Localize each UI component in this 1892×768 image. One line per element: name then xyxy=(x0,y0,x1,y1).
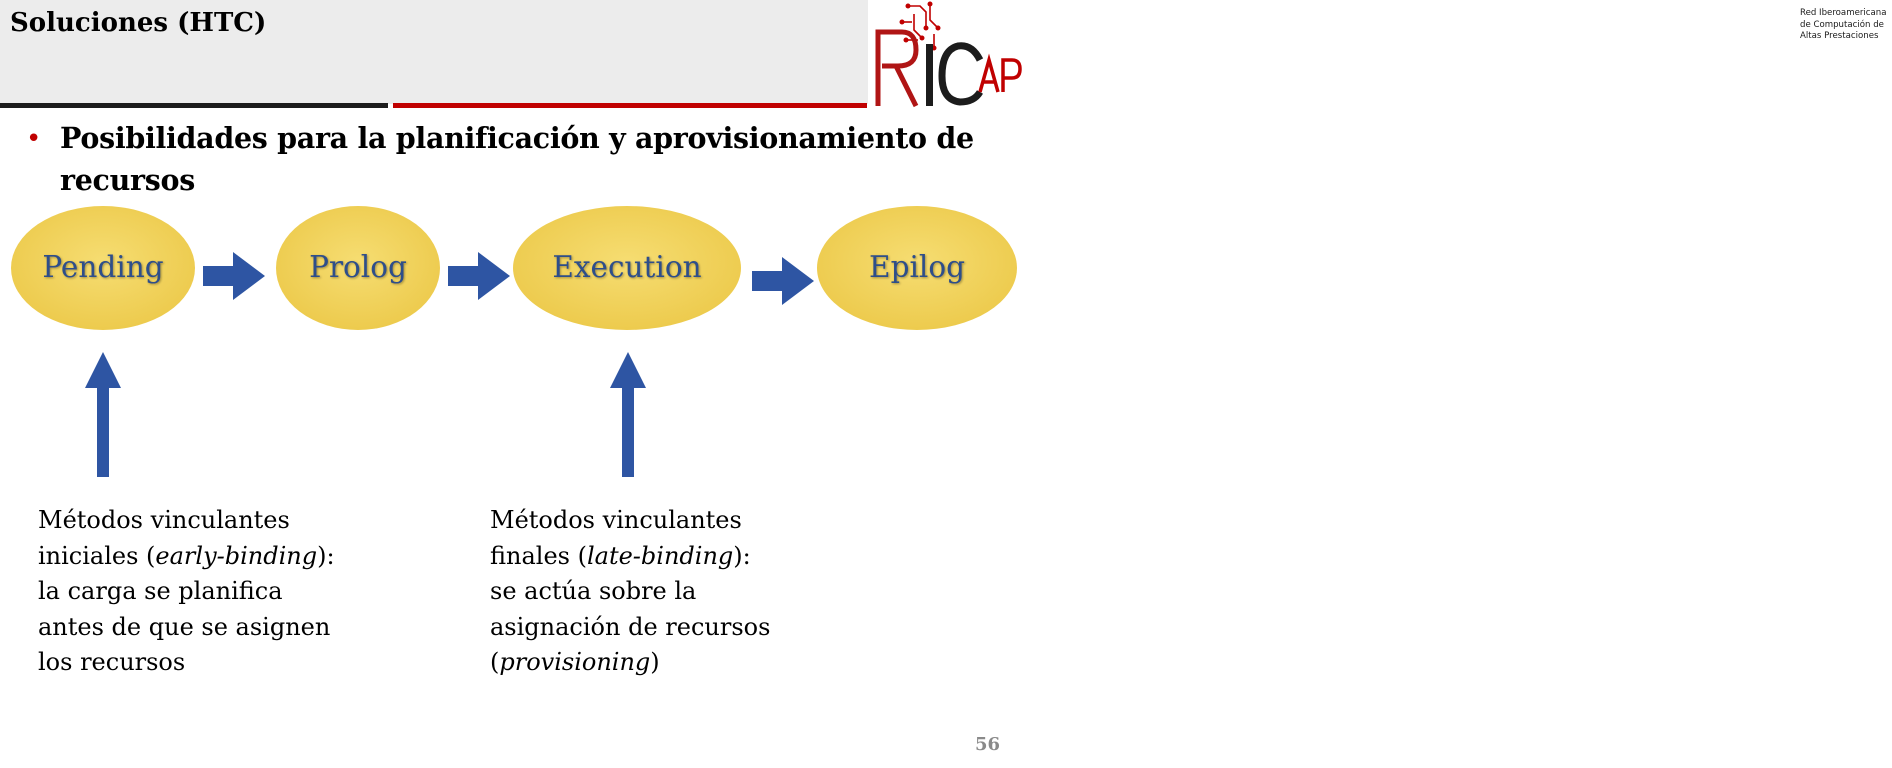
term-late-binding: late-binding xyxy=(586,541,734,570)
page-number: 56 xyxy=(974,734,1000,755)
arrow-up-icon xyxy=(85,352,121,477)
note-line: Métodos vinculantes xyxy=(490,506,742,534)
arrow-right-icon xyxy=(752,257,814,305)
term-provisioning: provisioning xyxy=(499,648,651,676)
note-line: Métodos vinculantes xyxy=(38,506,290,534)
note-line: la carga se planifica xyxy=(38,577,283,605)
page-title: Soluciones (HTC) xyxy=(10,8,267,38)
bullet-text: Posibilidades para la planificación y aprovisionamiento de recursos xyxy=(60,121,974,197)
arrow-right-icon xyxy=(448,252,510,300)
logo-caption-line: Altas Prestaciones xyxy=(1800,31,1879,41)
arrow-right-icon xyxy=(203,252,265,300)
note-line: asignación de recursos xyxy=(490,612,771,641)
logo-caption xyxy=(1800,8,1892,43)
state-execution-label: Execution xyxy=(552,250,702,284)
logo-caption-line: Red Iberoamericana xyxy=(1800,8,1887,18)
note-line: antes de que se asignen xyxy=(38,612,331,641)
note-late-binding xyxy=(490,503,770,681)
state-epilog-label: Epilog xyxy=(869,250,965,284)
arrow-up-icon xyxy=(610,352,646,477)
note-line: se actúa sobre la xyxy=(490,577,697,605)
note-line: los recursos xyxy=(38,648,186,676)
state-prolog-label: Prolog xyxy=(309,250,407,284)
logo-caption-line: de Computación de xyxy=(1800,19,1884,30)
note-line: (provisioning) xyxy=(490,648,660,676)
note-line: iniciales (early-binding): xyxy=(38,541,335,570)
bullet-marker: • xyxy=(26,124,42,154)
note-line: finales (late-binding): xyxy=(490,541,751,570)
note-early-binding xyxy=(38,503,335,681)
state-pending-label: Pending xyxy=(42,250,164,284)
term-early-binding: early-binding xyxy=(155,541,318,570)
